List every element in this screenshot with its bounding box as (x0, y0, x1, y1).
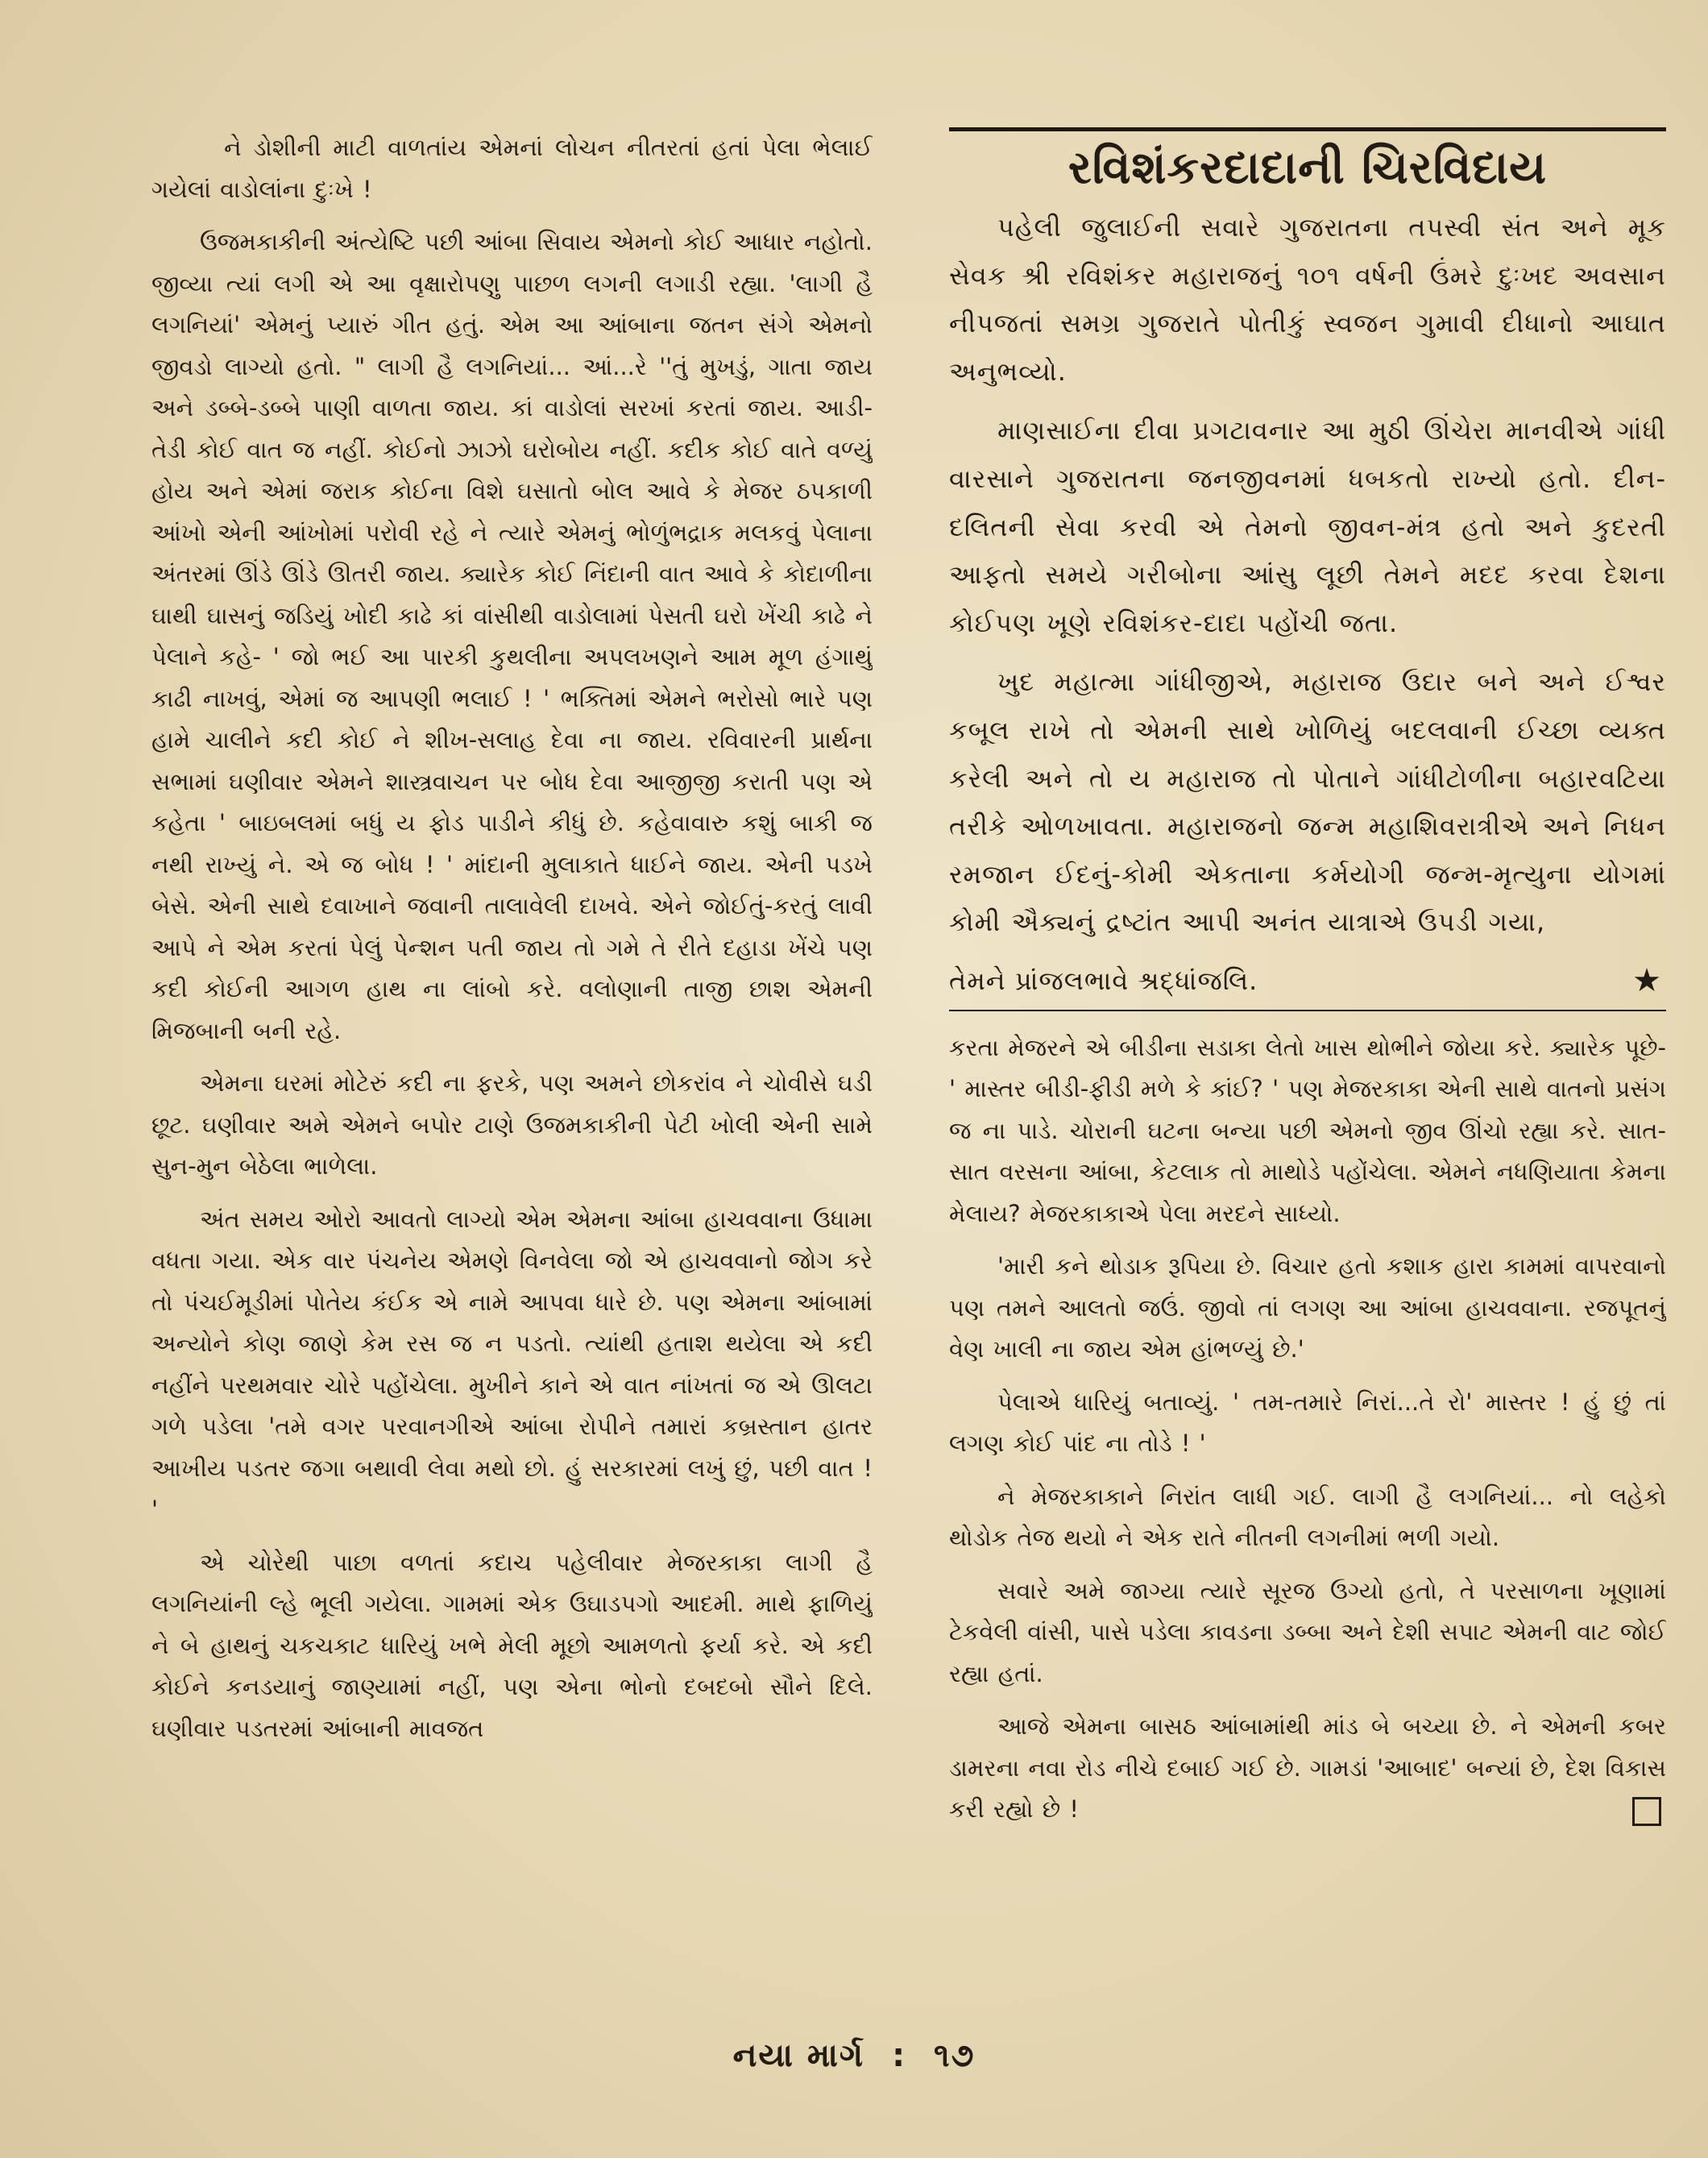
end-mark-icon (1632, 1797, 1661, 1826)
paragraph: સવારે અમે જાગ્યા ત્યારે સૂરજ ઉગ્યો હતો, તે પરસાળના ખૂણામાં ટેકવેલી વાંસી, પાસે પડેલા કાવડના ડબ્બા અને દેશી સપાટ એમની વાટ જોઈ રહ્યા હતાં. (949, 1576, 1666, 1687)
paragraph: ને ડોશીની માટી વાળતાંય એમનાં લોચન નીતરતાં હતાં પેલા ભેલાઈ ગયેલાં વાડોલાંના દુઃખે ! (151, 134, 873, 203)
left-column (151, 127, 873, 1973)
tribute-paragraph: પહેલી જુલાઈની સવારે ગુજરાતના તપસ્વી સંત અને મૂક સેવક શ્રી રવિશંકર મહારાજનું ૧૦૧ વર્ષની ઉંમરે દુઃખદ અવસાન નીપજતાં સમગ્ર ગુજરાતે પોતીકું સ્વજન ગુમાવી દીધાનો આઘાત અનુભવ્યો. (949, 212, 1666, 387)
paragraph: ઉજમકાકીની અંત્યેષ્ટિ પછી આંબા સિવાય એમનો કોઈ આધાર નહોતો. જીવ્યા ત્યાં લગી એ આ વૃક્ષારોપણુ પાછળ લગની લગાડી રહ્યા. 'લાગી હૈ લગનિયાં' એમનું પ્યારું ગીત હતું. એમ આ આંબાના જતન સંગે એમનો જીવડો લાગ્યો હતો. " લાગી હૈ લગનિયાં... આં...રે ''તું મુખડું, ગાતા જાય અને ડબ્બે-ડબ્બે પાણી વાળતા જાય. કાં વાડોલાં સરખાં કરતાં જાય. આડી-તેડી કોઈ વાત જ નહીં. કોઈનો ઝાઝો ઘરોબોય નહીં. કદીક કોઈ વાતે વળ્યું હોય અને એમાં જરાક કોઈના વિશે ઘસાતો બોલ આવે કે મેજર ઠપકાળી આંખો એની આંખોમાં પરોવી રહે ને ત્યારે એમનું ભોળુંભદ્રાક મલકવું પેલાના અંતરમાં ઊંડે ઊંડે ઊતરી જાય. ક્યારેક કોઈ નિંદાની વાત આવે કે કોદાળીના ઘાથી ઘાસનું જડિયું ખોદી કાઢે કાં વાંસીથી વાડોલામાં પેસતી ઘરો ખેંચી કાઢે ને પેલાને કહે- ' જો ભઈ આ પારકી કુથલીના અપલખણને આમ મૂળ હંગાથું કાઢી નાખવું, એમાં જ આપણી ભલાઈ ! ' ભક્તિમાં એમને ભરોસો ભારે પણ હામે ચાલીને કદી કોઈ ને શીખ-સલાહ દેવા ના જાય. રવિવારની પ્રાર્થના સભામાં ઘણીવાર એમને શાસ્ત્રવાચન પર બોધ દેવા આજીજી કરાતી પણ એ કહેતા ' બાઇબલમાં બધું ય ફોડ પાડીને કીધું છે. કહેવાવારુ કશું બાકી જ નથી રાખ્યું ને. એ જ બોધ ! ' માંદાની મુલાકાતે ધાઈને જાય. એની પડખે બેસે. એની સાથે દવાખાને જવાની તાલાવેલી દાખવે. એને જોઈતું-કરતું લાવી આપે ને એમ કરતાં પેલું પેન્શન પતી જાય તો ગમે તે રીતે દહાડા ખેંચે પણ કદી કોઈની આગળ હાથ ના લાંબો કરે. વલોણાની તાજી છાશ એમની મિજબાની બની રહે. (151, 228, 873, 1044)
top-rule (949, 127, 1666, 131)
tribute-title: રવિશંકરદાદાની ચિરવિદાય (1068, 142, 1548, 194)
tribute-paragraph: માણસાઈના દીવા પ્રગટાવનાર આ મુઠી ઊંચેરા માનવીએ ગાંધી વારસાને ગુજરાતના જનજીવનમાં ધબકતો રાખ્યો હતો. દીન-દલિતની સેવા કરવી એ તેમનો જીવન-મંત્ર હતો અને કુદરતી આફતો સમયે ગરીબોના આંસુ લૂછી તેમને મદદ કરવા દેશના કોઈપણ ખૂણે રવિશંકર-દાદા પહોંચી જતા. (949, 415, 1666, 638)
paragraph: કરતા મેજરને એ બીડીના સડાકા લેતો ખાસ થોભીને જોયા કરે. ક્યારેક પૂછે-' માસ્તર બીડી-ફીડી મળે કે કાંઈ? ' પણ મેજરકાકા એની સાથે વાતનો પ્રસંગ જ ના પાડે. ચોરાની ઘટના બન્યા પછી એમનો જીવ ઊંચો રહ્યા કરે. સાત-સાત વરસના આંબા, કેટલાક તો માથોડે પહોંચેલા. એમને નધણિયાતા કેમના મેલાય? મેજરકાકાએ પેલા મરદને સાધ્યો. (949, 1033, 1666, 1227)
tribute-closing (949, 958, 1666, 1003)
footer-separator: : (892, 2037, 907, 2074)
paragraph: ને મેજરકાકાને નિરાંત લાધી ગઈ. લાગી હૈ લગનિયાં... નો લહેકો થોડોક તેજ થયો ને એક રાતે નીતની લગનીમાં ભળી ગયો. (949, 1482, 1666, 1552)
paragraph-last (949, 1706, 1666, 1831)
closing-text: આજે એમના બાસઠ આંબામાંથી માંડ બે બચ્યા છે. ને એમની કબર ડામરના નવા રોડ નીચે દબાઈ ગઈ છે. ગામડાં 'આબાદ' બન્યાં છે, દેશ વિકાસ કરી રહ્યો છે ! (949, 1712, 1666, 1824)
bottom-rule (949, 1010, 1666, 1011)
tribute-paragraph: ખુદ મહાત્મા ગાંધીજીએ, મહારાજ ઉદાર બને અને ઈશ્વર કબૂલ રાખે તો એમની સાથે ખોળિયું બદલવાની ઈચ્છા વ્યક્ત કરેલી અને તો ય મહારાજ તો પોતાને ગાંધીટોળીના બહારવટિયા તરીકે ઓળખાવતા. મહારાજનો જન્મ મહાશિવરાત્રીએ અને નિધન રમજાન ઈદનું-કોમી એકતાના કર્મયોગી જન્મ-મૃત્યુના યોગમાં કોમી ઐક્યનું દ્રષ્ટાંત આપી અનંત યાત્રાએ ઉપડી ગયા, (949, 666, 1666, 938)
tribute-closing-text: તેમને પ્રાંજલભાવે શ્રદ્ધાંજલિ. (949, 965, 1258, 996)
paragraph: એ ચોરેથી પાછા વળતાં કદાચ પહેલીવાર મેજરકાકા લાગી હૈ લગનિયાંની લ્હે ભૂલી ગયેલા. ગામમાં એક ઉઘાડપગો આદમી. માથે ફાળિયું ને બે હાથનું ચકચકાટ ધારિયું ખભે મેલી મૂછો આમળતો ફર્યા કરે. એ કદી કોઈને કનડયાનું જાણ્યામાં નહીં, પણ એના ભોનો દબદબો સૌને દિલે. ઘણીવાર પડતરમાં આંબાની માવજત (151, 1548, 873, 1742)
star-icon: ★ (1632, 961, 1661, 999)
right-column (949, 127, 1666, 1973)
page-number: ૧૭ (934, 2037, 976, 2074)
paragraph: પેલાએ ધારિયું બતાવ્યું. ' તમ-તમારે નિરાં...તે રો' માસ્તર ! હું છું તાં લગણ કોઈ પાંદ ના તોડે ! ' (949, 1388, 1666, 1458)
tribute-box (949, 127, 1666, 1011)
paragraph: અંત સમય ઓરો આવતો લાગ્યો એમ એમના આંબા હાચવવાના ઉધામા વધતા ગયા. એક વાર પંચનેય એમણે વિનવેલા જો એ હાચવવાનો જોગ કરે તો પંચઈમૂડીમાં પોતેય કંઈક એ નામે આપવા ધારે છે. પણ એમના આંબામાં અન્યોને કોણ જાણે કેમ રસ જ ન પડતો. ત્યાંથી હતાશ થયેલા એ કદી નહીંને પરથમવાર ચોરે પહોંચેલા. મુખીને કાને એ વાત નાંખતાં જ એ ઊલટા ગળે પડેલા 'તમે વગર પરવાનગીએ આંબા રોપીને તમારાં કબ્રસ્તાન હાતર આખીય પડતર જગા બથાવી લેવા મથો છો. હું સરકારમાં લખું છું, પછી વાત ! ' (151, 1205, 873, 1523)
paragraph: 'મારી કને થોડાક રૂપિયા છે. વિચાર હતો કશાક હારા કામમાં વાપરવાનો પણ તમને આલતો જઉં. જીવો તાં લગણ આ આંબા હાચવવાના. રજપૂતનું વેણ ખાલી ના જાય એમ હાંભળ્યું છે.' (949, 1252, 1666, 1363)
paragraph: એમના ઘરમાં મોટેરું કદી ના ફરકે, પણ અમને છોકરાંવ ને ચોવીસે ઘડી છૂટ. ઘણીવાર અમે એમને બપોર ટાણે ઉજમકાકીની પેટી ખોલી એની સામે સુન-મુન બેઠેલા ભાળેલા. (151, 1069, 873, 1180)
magazine-name: નયા માર્ગ (732, 2037, 865, 2074)
page-footer (0, 2037, 1708, 2074)
